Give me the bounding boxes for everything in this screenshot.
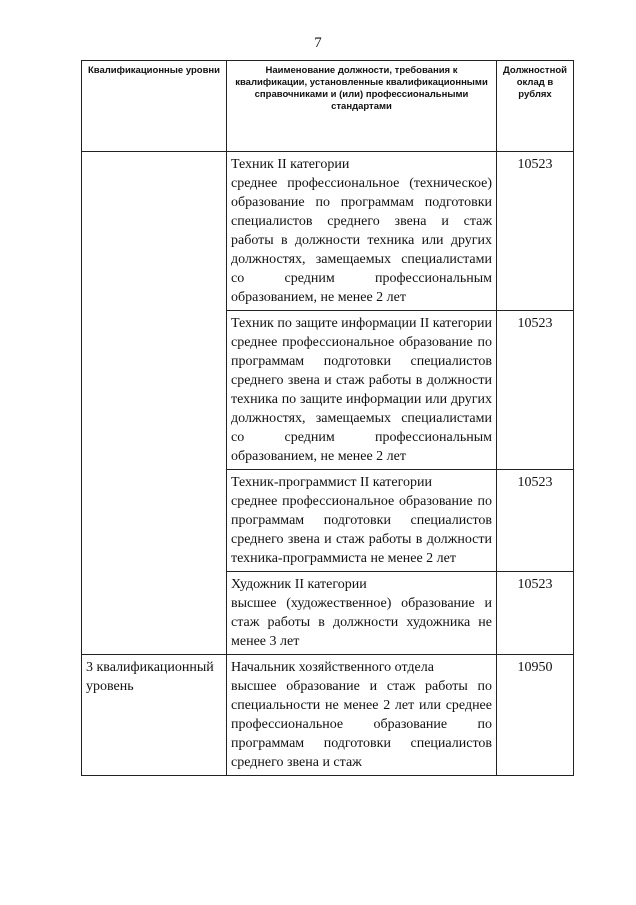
page-number: 7 — [314, 35, 322, 51]
level-cell-empty — [82, 152, 227, 655]
position-title: Техник II категории — [231, 157, 350, 172]
position-cell — [227, 152, 497, 311]
position-requirement: среднее профессиональное (техническое) образование по программам подготовки специалистов среднего звена и стаж работы в должности техника или других должностях, замещаемых специалистами со средним профессиональным образованием, не менее 2 лет — [231, 176, 492, 305]
position-requirement: высшее образование и стаж работы по специальности не менее 2 лет или среднее профессиональное образование по программам подготовки специалистов среднего звена и стаж — [231, 679, 492, 770]
salary-cell: 10523 — [497, 152, 574, 311]
position-title: Техник по защите информации II категории — [231, 316, 492, 331]
position-requirement: высшее (художественное) образование и стаж работы в должности художника не менее 3 лет — [231, 596, 492, 649]
position-cell — [227, 311, 497, 470]
position-title: Техник-программист II категории — [231, 475, 432, 490]
salary-cell: 10950 — [497, 655, 574, 776]
position-requirement: среднее профессиональное образование по программам подготовки специалистов среднего звена и стаж работы в должности техника-программиста не менее 2 лет — [231, 494, 492, 566]
salary-cell: 10523 — [497, 572, 574, 655]
table-row — [82, 655, 574, 776]
salary-cell: 10523 — [497, 470, 574, 572]
header-qualification-levels: Квалификационные уровни — [82, 61, 227, 152]
header-salary: Должностной оклад в рублях — [497, 61, 574, 152]
header-position-requirements: Наименование должности, требования к квалификации, установленные квалификационными справочниками и (или) профессиональными стандартами — [227, 61, 497, 152]
qualification-table — [81, 60, 574, 776]
salary-cell: 10523 — [497, 311, 574, 470]
table-header-row — [82, 61, 574, 152]
position-cell — [227, 470, 497, 572]
position-cell — [227, 655, 497, 776]
position-title: Начальник хозяйственного отдела — [231, 660, 434, 675]
position-title: Художник II категории — [231, 577, 367, 592]
level-cell: 3 квалификационный уровень — [82, 655, 227, 776]
position-requirement: среднее профессиональное образование по программам подготовки специалистов среднего звена и стаж работы в должности техника по защите информации или других должностях, замещаемых специалистами со средним профессиональным образованием, не менее 2 лет — [231, 335, 492, 464]
position-cell — [227, 572, 497, 655]
table-row — [82, 152, 574, 311]
